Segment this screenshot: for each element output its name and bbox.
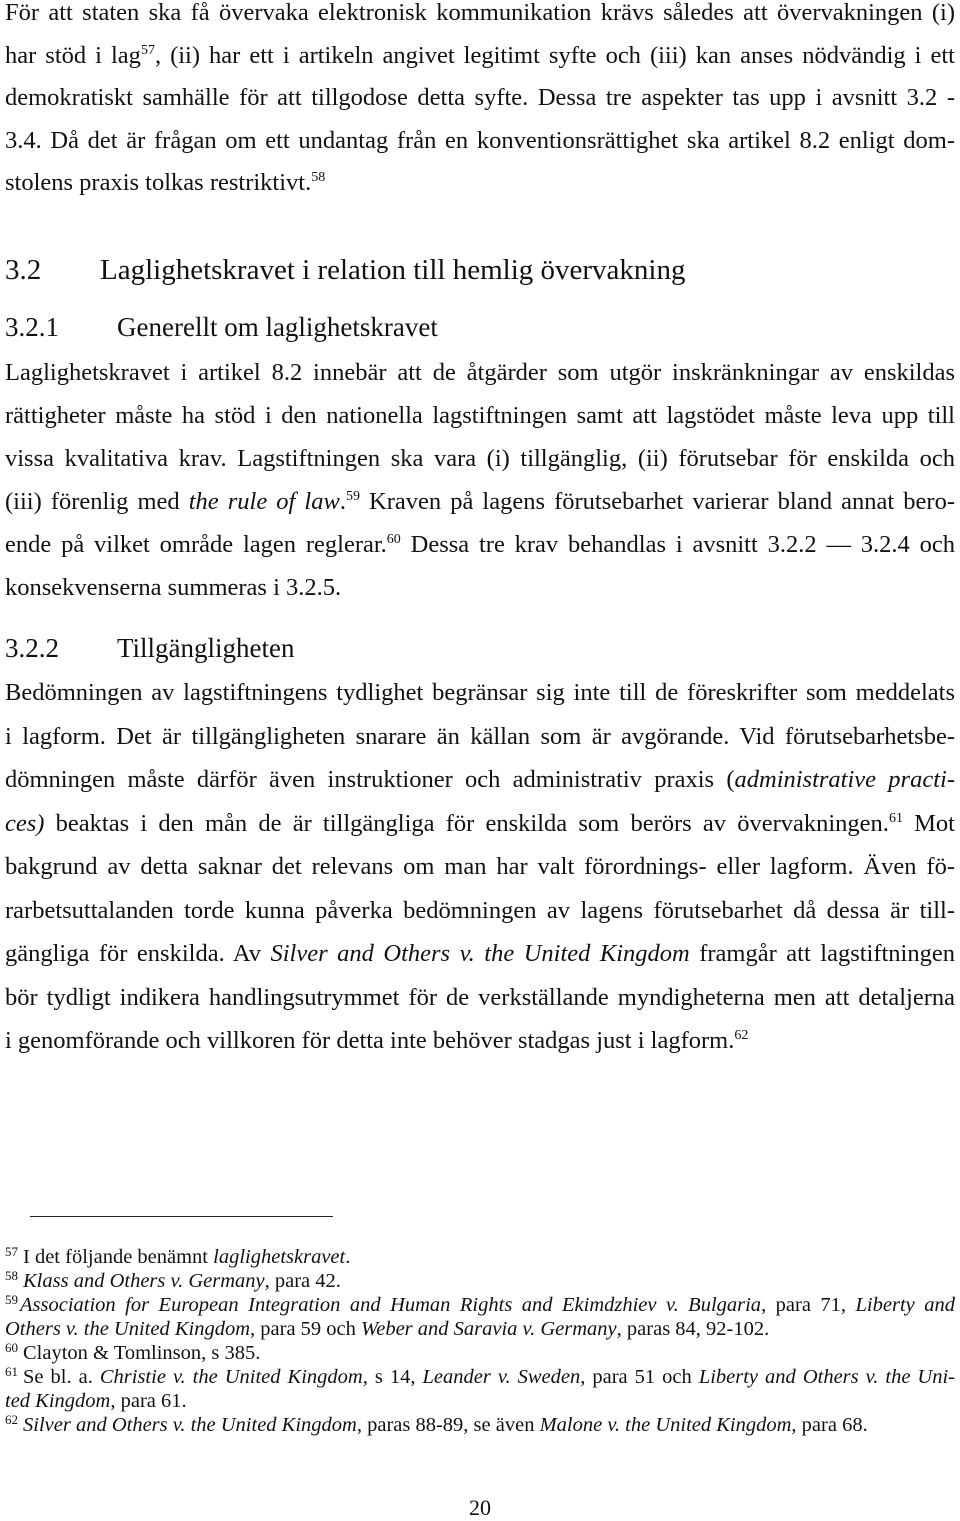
italic-term: administrative practi- <box>734 766 955 793</box>
paragraph-line: vissa kvalitativa krav. Lagstiftningen ska vara (i) tillgänglig, (ii) förutsebar för enskilda och <box>5 445 955 472</box>
case-name: Liberty and Others v. the Uni- <box>698 1366 956 1388</box>
paragraph-line: rarbetsuttalanden torde kunna påverka bedömningen av lagens förutsebarhet då dessa är till- <box>5 896 955 924</box>
paragraph-line: Bedömningen av lagstiftningens tydlighet begränsar sig inte till de föreskrifter som meddelats <box>5 679 955 706</box>
paragraph-line: i lagform. Det är tillgängligheten snarare än källan som är avgörande. Vid förutsebarhetsbe- <box>5 722 955 750</box>
footnote-ref: 62 <box>734 1028 749 1043</box>
text-run: Mot <box>902 809 955 837</box>
text-run: , para 51 och <box>580 1366 699 1388</box>
footnote-number: 60 <box>5 1340 18 1355</box>
text-run: . <box>345 1246 351 1268</box>
case-name: Association for European Integration and Human Rights and Ekimdzhiev v. Bulgaria <box>20 1294 762 1316</box>
footnote-ref: 57 <box>140 42 155 58</box>
paragraph-line <box>5 532 955 575</box>
footnote-separator <box>30 1216 333 1217</box>
case-name: Christie v. the United Kingdom <box>99 1366 363 1388</box>
footnote-number: 59 <box>5 1292 18 1307</box>
text-run: Se bl. a. <box>23 1366 100 1388</box>
text-run: , para 59 och <box>250 1318 362 1340</box>
italic-term: laglighetskravet <box>213 1246 346 1268</box>
case-name: Others v. the United Kingdom <box>5 1318 251 1340</box>
case-name: Liberty and <box>855 1294 955 1316</box>
footnote-ref: 60 <box>386 532 401 547</box>
italic-term: the rule of law <box>188 488 340 515</box>
text-run: , paras 84, 92-102. <box>616 1318 770 1340</box>
paragraph-line <box>5 767 955 811</box>
paragraph-line: Laglighetskravet i artikel 8.2 innebär att de åtgärder som utgör inskränkningar av enskildas <box>5 359 955 386</box>
case-name: ted Kingdom <box>5 1390 111 1412</box>
subsection-heading <box>5 632 295 664</box>
footnote-62 <box>5 1413 955 1437</box>
paragraph-line <box>5 43 955 86</box>
laglighetskravet-paragraph <box>5 360 955 618</box>
case-name: Silver and Others v. the United Kingdom <box>270 940 690 967</box>
footnote-ref: 58 <box>311 170 326 186</box>
section-number: 3.2.2 <box>5 633 59 663</box>
paragraph-line: bakgrund av detta saknar det relevans om man har valt förordnings- eller lagform. Även fö- <box>5 853 955 880</box>
case-name: Malone v. the United Kingdom <box>539 1414 792 1436</box>
footnote-59-continued <box>5 1317 955 1341</box>
paragraph-line: bör tydligt indikera handlingsutrymmet för de verkställande myndigheterna men att detaljerna <box>5 983 955 1011</box>
paragraph-line: konsekvenserna summeras i 3.2.5. <box>5 574 342 601</box>
paragraph-line <box>5 941 955 985</box>
footnote-ref: 59 <box>345 489 360 504</box>
paragraph-line: 3.4. Då det är frågan om ett undantag från en konventionsrättighet ska artikel 8.2 enligt dom- <box>5 126 955 154</box>
section-title: Laglighetskravet i relation till hemlig övervakning <box>100 254 686 286</box>
text-run: gängliga för enskilda. Av <box>5 940 271 967</box>
text-run: , para 42. <box>264 1270 341 1292</box>
footnote-number: 62 <box>5 1412 18 1427</box>
section-title: Generellt om laglighetskravet <box>117 312 438 342</box>
text-run: , para 71, <box>761 1294 856 1316</box>
footnote-58 <box>5 1269 955 1293</box>
paragraph-line: För att staten ska få övervaka elektronisk kommunikation krävs således att övervakningen (i) <box>5 0 955 26</box>
section-title: Tillgängligheten <box>117 633 295 663</box>
text-run: , s 14, <box>362 1366 423 1388</box>
text-run: i genomförande och villkoren för detta inte behöver stadgas just i lagform. <box>5 1027 735 1054</box>
footnote-61 <box>5 1365 955 1389</box>
paragraph-line <box>5 489 955 532</box>
text-run: . <box>339 488 346 515</box>
text-run: , paras 88-89, se även <box>356 1414 540 1436</box>
text-run: stolens praxis tolkas restriktivt. <box>5 169 312 197</box>
footnote-number: 61 <box>5 1364 18 1379</box>
footnote-number: 58 <box>5 1268 18 1283</box>
paragraph-line <box>5 1028 955 1072</box>
case-name: Weber and Saravia v. Germany <box>361 1318 617 1340</box>
text-run: I det följande benämnt <box>23 1246 214 1268</box>
italic-term: ces) <box>5 809 45 837</box>
paragraph-line: rättigheter måste ha stöd i den nationella lagstiftningen samt att lagstödet måste leva upp till <box>5 402 955 429</box>
subsection-heading <box>5 311 438 343</box>
text-run: , para 68. <box>791 1414 868 1436</box>
intro-paragraph <box>5 0 955 213</box>
section-number: 3.2.1 <box>5 312 59 342</box>
paragraph-line <box>5 170 955 213</box>
tillganglighet-paragraph <box>5 680 955 1072</box>
text-run: ende på vilket område lagen reglerar. <box>5 531 387 558</box>
case-name: Silver and Others v. the United Kingdom <box>23 1414 357 1436</box>
section-heading <box>5 253 685 287</box>
page-number: 20 <box>469 1495 491 1520</box>
case-name: Leander v. Sweden <box>422 1366 581 1388</box>
paragraph-line <box>5 811 955 855</box>
section-number: 3.2 <box>5 254 42 286</box>
footnote-61-continued <box>5 1389 955 1413</box>
text-run: dömningen måste därför även instruktioner och administrativ praxis ( <box>5 766 735 793</box>
text-run: (iii) förenlig med <box>5 488 189 515</box>
text-run: har stöd i lag <box>5 41 141 69</box>
case-name: Klass and Others v. Germany <box>23 1270 265 1292</box>
footnote-60 <box>5 1341 955 1365</box>
text-run: Kraven på lagens förutsebarhet varierar bland annat bero- <box>359 488 955 515</box>
text-run: framgår att lagstiftningen <box>689 940 955 967</box>
text-run: Clayton & Tomlinson, s 385. <box>23 1342 261 1364</box>
paragraph-line: demokratiskt samhälle för att tillgodose detta syfte. Dessa tre aspekter tas upp i avsnitt 3.2 - <box>5 84 955 112</box>
text-run: , para 61. <box>110 1390 187 1412</box>
footnote-ref: 61 <box>888 810 903 826</box>
text-run: Dessa tre krav behandlas i avsnitt 3.2.2 — 3.2.4 och <box>400 531 955 558</box>
footnote-number: 57 <box>5 1244 18 1259</box>
footnotes <box>5 1245 955 1437</box>
text-run: , (ii) har ett i artikeln angivet legitimt syfte och (iii) kan anses nödvändig i ett <box>154 41 955 69</box>
footnote-57 <box>5 1245 955 1269</box>
footnote-59 <box>5 1293 955 1317</box>
text-run: beaktas i den mån de är tillgängliga för enskilda som berörs av övervakningen. <box>44 809 889 837</box>
